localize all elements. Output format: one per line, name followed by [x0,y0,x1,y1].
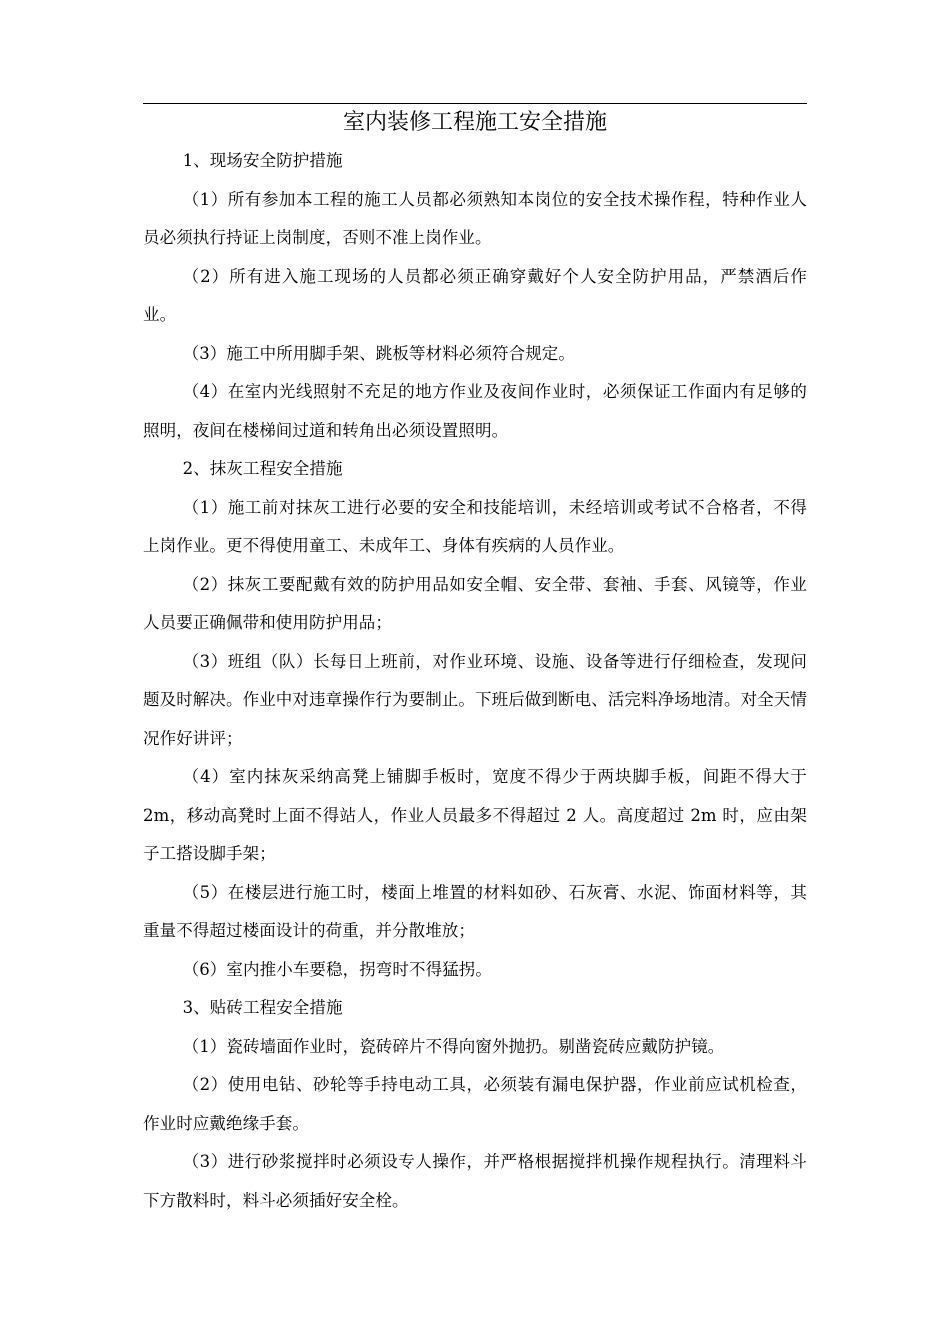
section-heading-plastering-safety: 2、抹灰工程安全措施 [182,459,343,478]
paragraph-1-1: （1）所有参加本工程的施工人员都必须熟知本岗位的安全技术操作程，特种作业人员必须执行持证上岗制度，否则不准上岗作业。 [143,189,807,247]
paragraph-1-3: （3）施工中所用脚手架、跳板等材料必须符合规定。 [182,343,575,363]
paragraph-2-3: （3）班组（队）长每日上班前，对作业环境、设施、设备等进行仔细检查，发现问题及时解决。作业中对违章操作行为要制止。下班后做到断电、活完料净场地清。对全天情况作好讲评； [143,651,807,748]
paragraph-3-3: （3）进行砂浆搅拌时必须设专人操作，并严格根据搅拌机操作规程执行。清理料斗下方散料时，料斗必须插好安全栓。 [143,1152,807,1210]
paragraph-1-4: （4）在室内光线照射不充足的地方作业及夜间作业时，必须保证工作面内有足够的照明，夜间在楼梯间过道和转角出必须设置照明。 [143,382,807,440]
section-heading-tiling-safety: 3、贴砖工程安全措施 [182,998,343,1017]
document-body [143,104,807,1220]
section-heading-site-safety: 1、现场安全防护措施 [182,151,343,170]
paragraph-3-2: （2）使用电钻、砂轮等手持电动工具，必须装有漏电保护器，作业前应试机检查，作业时应戴绝缘手套。 [143,1075,807,1133]
paragraph-2-1: （1）施工前对抹灰工进行必要的安全和技能培训，未经培训或考试不合格者，不得上岗作业。更不得使用童工、未成年工、身体有疾病的人员作业。 [143,497,807,555]
paragraph-2-6: （6）室内推小车要稳，拐弯时不得猛拐。 [182,959,492,979]
document-title: 室内装修工程施工安全措施 [342,110,607,135]
paragraph-3-1: （1）瓷砖墙面作业时，瓷砖碎片不得向窗外抛扔。剔凿瓷砖应戴防护镜。 [182,1036,725,1056]
paragraph-1-2: （2）所有进入施工现场的人员都必须正确穿戴好个人安全防护用品，严禁酒后作业。 [143,266,807,324]
paragraph-2-5: （5）在楼层进行施工时，楼面上堆置的材料如砂、石灰膏、水泥、饰面材料等，其重量不得超过楼面设计的荷重，并分散堆放； [143,882,807,940]
paragraph-2-2: （2）抹灰工要配戴有效的防护用品如安全帽、安全带、套袖、手套、风镜等，作业人员要正确佩带和使用防护用品； [143,574,807,632]
paragraph-2-4: （4）室内抹灰采纳高凳上铺脚手板时，宽度不得少于两块脚手板，间距不得大于 2m，移动高凳时上面不得站人，作业人员最多不得超过 2 人。高度超过 2m 时，应由架子工搭设脚手架； [143,767,807,863]
